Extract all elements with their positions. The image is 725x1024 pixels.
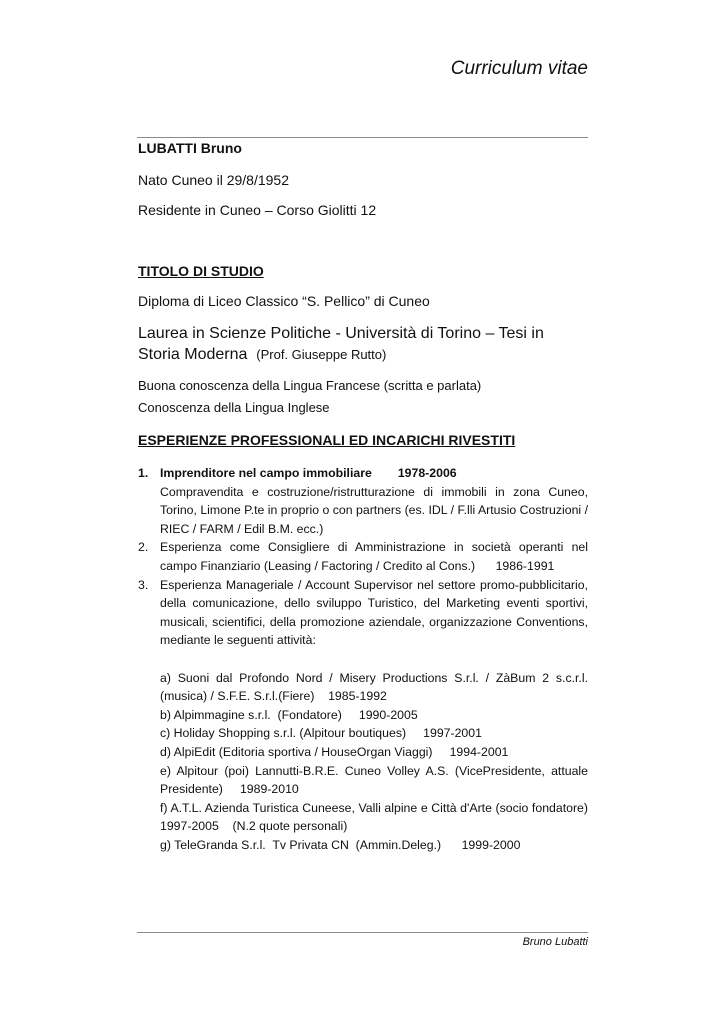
sub-item: a) Suoni dal Profondo Nord / Misery Productions S.r.l. / ZàBum 2 s.c.r.l.(musica) / S.F.E. S.r.l.(Fiere) 1985-1992 — [160, 670, 588, 704]
sub-item: g) TeleGranda S.r.l. Tv Privata CN (Ammin.Deleg.) 1999-2000 — [160, 837, 521, 852]
diploma-line: Diploma di Liceo Classico “S. Pellico” di Cuneo — [138, 293, 430, 309]
sub-item: e) Alpitour (poi) Lannutti-B.R.E. Cuneo Volley A.S. (VicePresidente, attuale Presidente) 1989-2010 — [160, 763, 592, 797]
document-title: Curriculum vitae — [450, 58, 588, 79]
language-french: Buona conoscenza della Lingua Francese (scritta e parlata) — [138, 378, 482, 393]
list-item — [138, 576, 592, 855]
experience-list — [138, 464, 592, 854]
sub-item: d) AlpiEdit (Editoria sportiva / HouseOrgan Viaggi) 1994-2001 — [160, 744, 509, 759]
sub-item: b) Alpimmagine s.r.l. (Fondatore) 1990-2005 — [160, 707, 418, 722]
sub-item: c) Holiday Shopping s.r.l. (Alpitour boutiques) 1997-2001 — [160, 726, 482, 741]
experience-heading: ESPERIENZE PROFESSIONALI ED INCARICHI RIVESTITI — [138, 432, 516, 448]
footer-author: Bruno Lubatti — [522, 936, 588, 948]
list-item — [138, 538, 592, 575]
list-number: 1. — [138, 466, 149, 480]
language-english: Conoscenza della Lingua Inglese — [138, 400, 330, 415]
item-title: Imprenditore nel campo immobiliare — [160, 466, 372, 480]
degree-text: Laurea in Scienze Politiche - Università di Torino – Tesi in Storia Moderna — [138, 325, 544, 363]
item-title-line — [160, 464, 588, 483]
item-years: 1978-2006 — [397, 466, 457, 480]
education-heading: TITOLO DI STUDIO — [138, 263, 264, 279]
list-number: 3. — [138, 577, 149, 592]
degree-professor: (Prof. Giuseppe Rutto) — [256, 347, 387, 362]
item-description: Esperienza Manageriale / Account Supervisor nel settore promo-pubblicitario, della comunicazione, dello sviluppo Turistico, del Marketing eventi sportivi, musicali, scientifici, della promozione aziendale, organizzazione Conventions, mediante le seguenti attività: — [160, 577, 588, 648]
residence-info: Residente in Cuneo – Corso Giolitti 12 — [138, 202, 377, 218]
item-description: Esperienza come Consigliere di Amministrazione in società operanti nel campo Finanziario (Leasing / Factoring / Credito al Cons.) 1986-1991 — [160, 540, 592, 573]
header-divider — [137, 137, 588, 138]
person-name: LUBATTI Bruno — [138, 140, 242, 156]
degree-line — [138, 323, 588, 365]
list-number: 2. — [138, 540, 149, 555]
birth-info: Nato Cuneo il 29/8/1952 — [138, 172, 289, 188]
list-item — [138, 464, 588, 538]
item-description: Compravendita e costruzione/ristrutturazione di immobili in zona Cuneo, Torino, Limone P.te in proprio o con partners (es. IDL / F.lli Artusio Costruzioni / RIEC / FARM / Edil B.M. ecc.) — [160, 484, 588, 536]
sub-item: f) A.T.L. Azienda Turistica Cuneese, Valli alpine e Città d'Arte (socio fondatore) 1997-2005 (N.2 quote personali) — [160, 800, 592, 834]
footer-divider — [137, 932, 588, 933]
